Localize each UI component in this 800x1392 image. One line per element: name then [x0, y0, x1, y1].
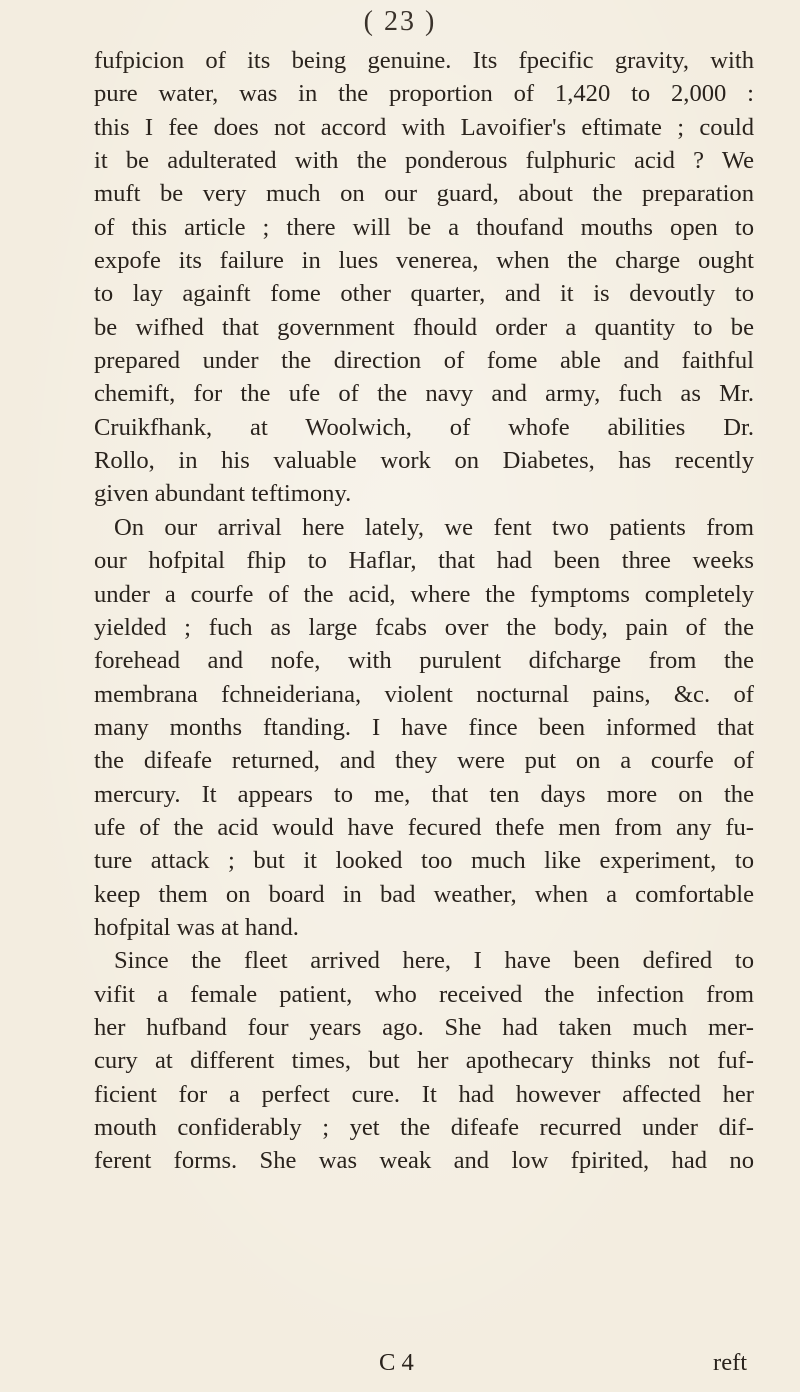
text-line: of this article ; there will be a thoufand mouths open to	[94, 213, 754, 241]
text-line: be wifhed that government fhould order a quantity to be	[94, 313, 754, 341]
text-line: muft be very much on our guard, about the preparation	[94, 180, 754, 208]
text-line: On our arrival here lately, we fent two patients from	[114, 513, 754, 541]
text-line: given abundant teftimony.	[94, 480, 352, 508]
text-line: fufpicion of its being genuine. Its fpecific gravity, with	[94, 47, 754, 74]
text-line: ferent forms. She was weak and low fpirited, had no	[94, 1147, 754, 1175]
text-line: keep them on board in bad weather, when a comfortable	[94, 880, 754, 908]
text-line: the difeafe returned, and they were put on a courfe of	[94, 747, 754, 775]
text-line: Rollo, in his valuable work on Diabetes, has recently	[94, 447, 754, 475]
body-text	[94, 44, 754, 1178]
page-number-header: ( 23 )	[363, 6, 437, 37]
text-line: her hufband four years ago. She had taken much mer-	[94, 1013, 754, 1041]
text-line: yielded ; fuch as large fcabs over the body, pain of the	[94, 613, 754, 641]
text-line: hofpital was at hand.	[94, 913, 299, 941]
text-line: under a courfe of the acid, where the fymptoms completely	[94, 580, 754, 608]
text-line: Cruikfhank, at Woolwich, of whofe abilities Dr.	[94, 413, 754, 441]
text-line: many months ftanding. I have fince been informed that	[94, 713, 754, 741]
text-line: ficient for a perfect cure. It had however affected her	[94, 1080, 754, 1108]
text-line: it be adulterated with the ponderous fulphuric acid ? We	[94, 147, 754, 175]
text-line: pure water, was in the proportion of 1,420 to 2,000 :	[94, 80, 754, 108]
text-line: to lay againft fome other quarter, and it is devoutly to	[94, 280, 754, 308]
text-line: cury at different times, but her apothecary thinks not fuf-	[94, 1047, 754, 1075]
text-line: forehead and nofe, with purulent difcharge from the	[94, 647, 754, 675]
catchword: reft	[713, 1349, 748, 1376]
text-line: this I fee does not accord with Lavoifier's eftimate ; could	[94, 113, 754, 141]
catchline	[0, 1349, 800, 1383]
text-line: our hofpital fhip to Haflar, that had been three weeks	[94, 547, 754, 575]
text-line: expofe its failure in lues venerea, when the charge ought	[94, 247, 754, 275]
text-line: mercury. It appears to me, that ten days more on the	[94, 780, 754, 808]
text-line: prepared under the direction of fome able and faithful	[94, 347, 754, 375]
text-line: Since the fleet arrived here, I have been defired to	[114, 947, 754, 975]
text-line: mouth confiderably ; yet the difeafe recurred under dif-	[94, 1114, 754, 1141]
text-line: ture attack ; but it looked too much like experiment, to	[94, 847, 754, 875]
text-line: membrana fchneideriana, violent nocturnal pains, &c. of	[94, 680, 754, 708]
signature-mark: C 4	[379, 1349, 414, 1376]
text-line: vifit a female patient, who received the infection from	[94, 980, 754, 1008]
text-line: chemift, for the ufe of the navy and army, fuch as Mr.	[94, 380, 754, 408]
text-line: ufe of the acid would have fecured thefe men from any fu-	[94, 813, 754, 841]
